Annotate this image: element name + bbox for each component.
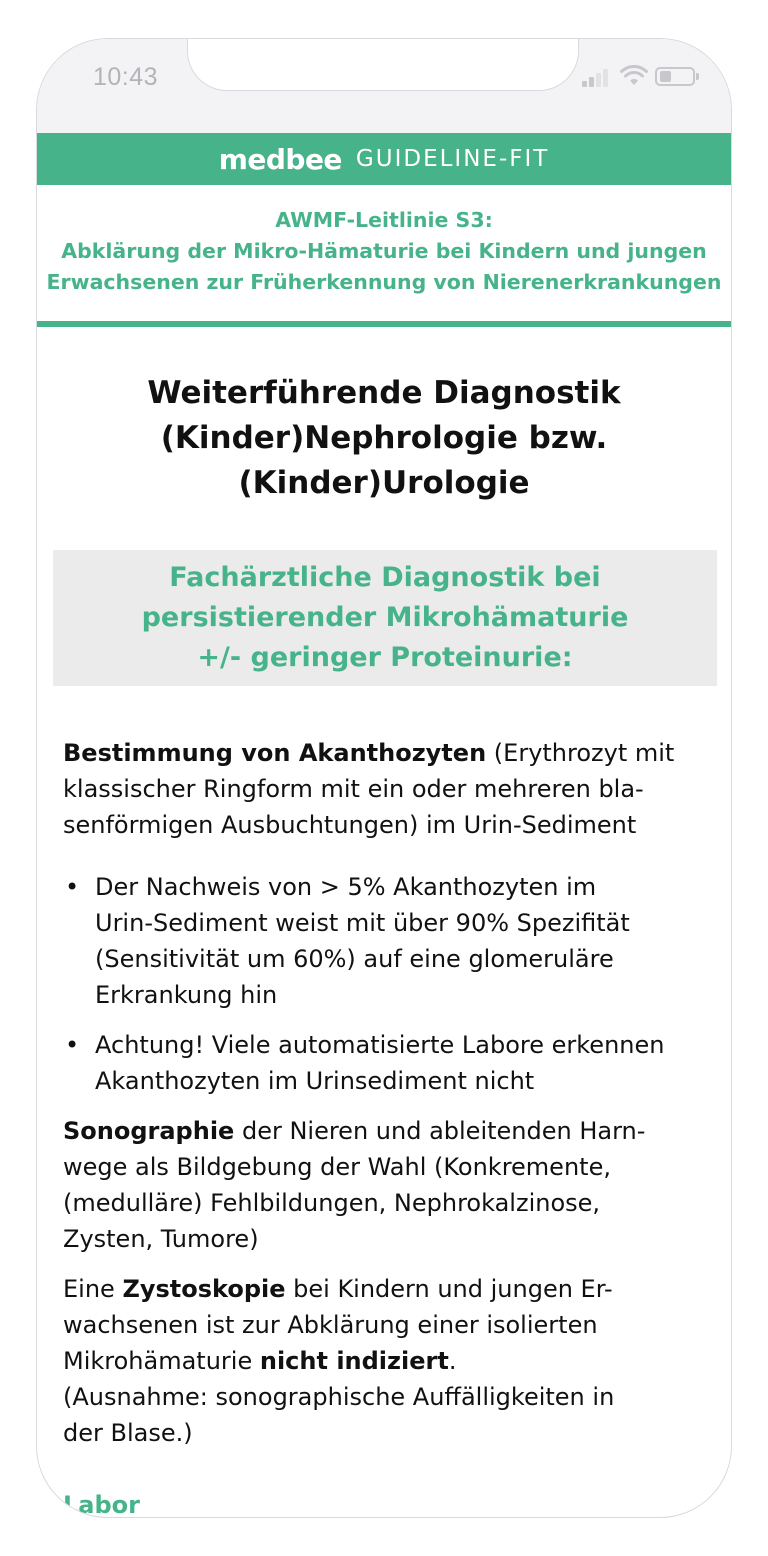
status-time: 10:43	[93, 63, 159, 91]
bullet-icon: •	[65, 1031, 80, 1059]
wifi-icon	[620, 65, 648, 87]
guideline-title-line: Erwachsenen zur Früherkennung von Nierenerkrankungen	[46, 270, 722, 294]
list-item: • Achtung! Viele automatisierte Labore erkennen Akanthozyten im Urinsediment nicht	[63, 1027, 713, 1099]
term-sonographie: Sonographie	[63, 1117, 235, 1145]
guideline-title-line: Abklärung der Mikro-Hämaturie bei Kindern und jungen	[61, 239, 707, 263]
paragraph-akanthozyten: Bestimmung von Akanthozyten (Erythrozyt mit klassischer Ringform mit ein oder mehreren bla- senförmigen Ausbuchtungen) im Urin-Sediment	[63, 739, 675, 839]
notch	[187, 38, 579, 91]
brand-header	[37, 133, 731, 185]
status-bar	[37, 39, 731, 133]
term-zystoskopie: Zystoskopie	[122, 1275, 286, 1303]
bullet-icon: •	[65, 873, 80, 901]
paragraph-zystoskopie: Eine Zystoskopie bei Kindern und jungen Er- wachsenen ist zur Abklärung einer isolierten Mikrohämaturie nicht indiziert. (Ausnahme: sonographische Auffälligkeiten in der Blase.)	[63, 1275, 615, 1447]
divider	[37, 321, 731, 327]
guideline-title	[37, 205, 731, 298]
brand-subtitle: GUIDELINE-FIT	[355, 146, 550, 172]
battery-icon	[655, 67, 695, 86]
section-heading-line: (Kinder)Nephrologie bzw.	[160, 420, 608, 456]
highlight-box	[53, 550, 717, 686]
section-heading	[37, 371, 731, 506]
list-item: • Der Nachweis von > 5% Akanthozyten im Urin-Sediment weist mit über 90% Spezifität (Sensitivität um 60%) auf eine glomeruläre Erkrankung hin	[63, 869, 713, 1013]
content-body	[63, 735, 713, 1451]
term-akanthozyten: Bestimmung von Akanthozyten	[63, 739, 487, 767]
highlight-line: persistierender Mikrohämaturie	[141, 602, 629, 633]
bullet-list	[63, 869, 713, 1099]
phone-frame	[36, 38, 732, 1518]
highlight-line: +/- geringer Proteinurie:	[197, 642, 573, 673]
guideline-title-line: AWMF-Leitlinie S3:	[275, 208, 493, 232]
section-heading-labor: Labor	[63, 1491, 140, 1518]
highlight-line: Fachärztliche Diagnostik bei	[169, 562, 601, 593]
brand-logo: medbee	[218, 142, 342, 176]
signal-icon	[582, 69, 608, 87]
term-nicht-indiziert: nicht indiziert	[259, 1347, 449, 1375]
section-heading-line: Weiterführende Diagnostik	[147, 375, 621, 411]
section-heading-line: (Kinder)Urologie	[238, 465, 530, 501]
paragraph-sonographie: Sonographie der Nieren und ableitenden Harn- wege als Bildgebung der Wahl (Konkremente, (medulläre) Fehlbildungen, Nephrokalzinose, Zysten, Tumore)	[63, 1117, 646, 1253]
